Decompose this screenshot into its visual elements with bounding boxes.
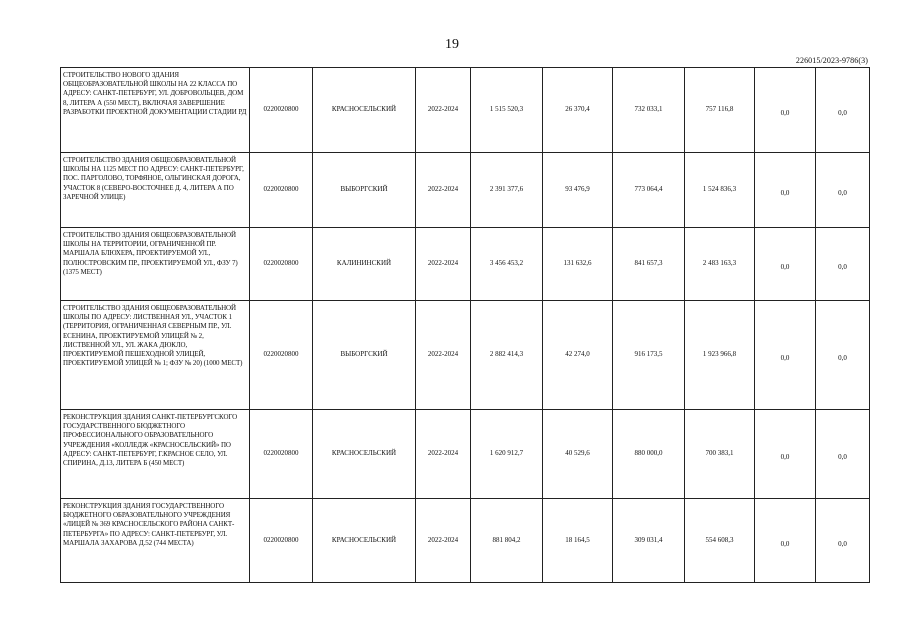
value-cell-1: 26 370,4 [543, 68, 613, 153]
table-row [61, 228, 870, 301]
district-cell: ВЫБОРГСКИЙ [313, 153, 416, 228]
table-row [61, 153, 870, 228]
value-cell-3: 1 524 836,3 [685, 153, 755, 228]
value-cell-5: 0,0 [816, 153, 870, 228]
value-cell-4: 0,0 [755, 153, 816, 228]
value-cell-3: 1 923 966,8 [685, 301, 755, 410]
budget-code-cell: 0220020800 [250, 228, 313, 301]
value-cell-1: 40 529,6 [543, 410, 613, 499]
budget-code-cell: 0220020800 [250, 499, 313, 583]
district-cell: КРАСНОСЕЛЬСКИЙ [313, 68, 416, 153]
object-name-cell: РЕКОНСТРУКЦИЯ ЗДАНИЯ САНКТ-ПЕТЕРБУРГСКОГО ГОСУДАРСТВЕННОГО БЮДЖЕТНОГО ПРОФЕССИОНАЛЬНОГО ОБРАЗОВАТЕЛЬНОГО УЧРЕЖДЕНИЯ «КОЛЛЕДЖ «КРАСНОСЕЛЬСКИЙ» ПО АДРЕСУ: САНКТ-ПЕТЕРБУРГ, Г.КРАСНОЕ СЕЛО, УЛ. СПИРИНА, Д.13, ЛИТЕРА Б (450 МЕСТ) [61, 410, 250, 499]
value-cell-1: 18 164,5 [543, 499, 613, 583]
object-name-cell: СТРОИТЕЛЬСТВО НОВОГО ЗДАНИЯ ОБЩЕОБРАЗОВАТЕЛЬНОЙ ШКОЛЫ НА 22 КЛАССА ПО АДРЕСУ: САНКТ-ПЕТЕРБУРГ, УЛ. ДОБРОВОЛЬЦЕВ, ДОМ 8, ЛИТЕРА А (550 МЕСТ), ВКЛЮЧАЯ ЗАВЕРШЕНИЕ РАЗРАБОТКИ ПРОЕКТНОЙ ДОКУМЕНТАЦИИ СТАДИИ РД [61, 68, 250, 153]
value-cell-1: 131 632,6 [543, 228, 613, 301]
value-cell-2: 880 000,0 [613, 410, 685, 499]
value-cell-4: 0,0 [755, 301, 816, 410]
page-number: 19 [445, 37, 459, 52]
object-name-cell: СТРОИТЕЛЬСТВО ЗДАНИЯ ОБЩЕОБРАЗОВАТЕЛЬНОЙ ШКОЛЫ НА ТЕРРИТОРИИ, ОГРАНИЧЕННОЙ ПР. МАРШАЛА БЛЮХЕРА, ПРОЕКТИРУЕМОЙ УЛ., ПОЛЮСТРОВСКИМ ПР., ПРОЕКТИРУЕМОЙ УЛ., ФЗУ 7) (1375 МЕСТ) [61, 228, 250, 301]
value-cell-4: 0,0 [755, 228, 816, 301]
value-cell-2: 732 033,1 [613, 68, 685, 153]
period-cell: 2022-2024 [416, 499, 471, 583]
table-row [61, 301, 870, 410]
value-cell-1: 93 476,9 [543, 153, 613, 228]
value-cell-1: 42 274,0 [543, 301, 613, 410]
total-cost-cell: 881 804,2 [471, 499, 543, 583]
period-cell: 2022-2024 [416, 301, 471, 410]
total-cost-cell: 1 515 520,3 [471, 68, 543, 153]
value-cell-5: 0,0 [816, 410, 870, 499]
period-cell: 2022-2024 [416, 153, 471, 228]
budget-code-cell: 0220020800 [250, 301, 313, 410]
district-cell: КРАСНОСЕЛЬСКИЙ [313, 499, 416, 583]
value-cell-2: 841 657,3 [613, 228, 685, 301]
investment-program-table [60, 67, 870, 583]
value-cell-4: 0,0 [755, 499, 816, 583]
document-code: 226015/2023-9786(3) [795, 56, 868, 65]
value-cell-3: 700 383,1 [685, 410, 755, 499]
value-cell-5: 0,0 [816, 499, 870, 583]
value-cell-4: 0,0 [755, 410, 816, 499]
period-cell: 2022-2024 [416, 410, 471, 499]
period-cell: 2022-2024 [416, 228, 471, 301]
table-row [61, 410, 870, 499]
value-cell-5: 0,0 [816, 301, 870, 410]
value-cell-2: 916 173,5 [613, 301, 685, 410]
value-cell-2: 773 064,4 [613, 153, 685, 228]
budget-code-cell: 0220020800 [250, 153, 313, 228]
total-cost-cell: 3 456 453,2 [471, 228, 543, 301]
budget-code-cell: 0220020800 [250, 410, 313, 499]
table-row [61, 68, 870, 153]
period-cell: 2022-2024 [416, 68, 471, 153]
district-cell: ВЫБОРГСКИЙ [313, 301, 416, 410]
object-name-cell: РЕКОНСТРУКЦИЯ ЗДАНИЯ ГОСУДАРСТВЕННОГО БЮДЖЕТНОГО ОБРАЗОВАТЕЛЬНОГО УЧРЕЖДЕНИЯ «ЛИЦЕЙ № 369 КРАСНОСЕЛЬСКОГО РАЙОНА САНКТ-ПЕТЕРБУРГА» ПО АДРЕСУ: САНКТ-ПЕТЕРБУРГ, УЛ. МАРШАЛА ЗАХАРОВА Д.52 (744 МЕСТА) [61, 499, 250, 583]
value-cell-5: 0,0 [816, 228, 870, 301]
value-cell-3: 757 116,8 [685, 68, 755, 153]
object-name-cell: СТРОИТЕЛЬСТВО ЗДАНИЯ ОБЩЕОБРАЗОВАТЕЛЬНОЙ ШКОЛЫ ПО АДРЕСУ: ЛИСТВЕННАЯ УЛ., УЧАСТОК 1 (ТЕРРИТОРИЯ, ОГРАНИЧЕННАЯ СЕВЕРНЫМ ПР., УЛ. ЕСЕНИНА, ПРОЕКТИРУЕМОЙ УЛИЦЕЙ № 2, ЛИСТВЕННОЙ УЛ., УЛ. ЖАКА ДЮКЛО, ПРОЕКТИРУЕМОЙ ПЕШЕХОДНОЙ УЛИЦЕЙ, ПРОЕКТИРУЕМОЙ УЛИЦЕЙ № 1; ФЗУ № 20) (1000 МЕСТ) [61, 301, 250, 410]
value-cell-3: 2 483 163,3 [685, 228, 755, 301]
total-cost-cell: 2 391 377,6 [471, 153, 543, 228]
total-cost-cell: 2 882 414,3 [471, 301, 543, 410]
value-cell-5: 0,0 [816, 68, 870, 153]
object-name-cell: СТРОИТЕЛЬСТВО ЗДАНИЯ ОБЩЕОБРАЗОВАТЕЛЬНОЙ ШКОЛЫ НА 1125 МЕСТ ПО АДРЕСУ: САНКТ-ПЕТЕРБУРГ, ПОС. ПАРГОЛОВО, ТОРФЯНОЕ, ОЛЬГИНСКАЯ ДОРОГА, УЧАСТОК 8 (СЕВЕРО-ВОСТОЧНЕЕ Д. 4, ЛИТЕРА А ПО ЗАРЕЧНОЙ УЛИЦЕ) [61, 153, 250, 228]
value-cell-3: 554 608,3 [685, 499, 755, 583]
district-cell: КРАСНОСЕЛЬСКИЙ [313, 410, 416, 499]
value-cell-2: 309 031,4 [613, 499, 685, 583]
district-cell: КАЛИНИНСКИЙ [313, 228, 416, 301]
table-row [61, 499, 870, 583]
value-cell-4: 0,0 [755, 68, 816, 153]
budget-code-cell: 0220020800 [250, 68, 313, 153]
total-cost-cell: 1 620 912,7 [471, 410, 543, 499]
